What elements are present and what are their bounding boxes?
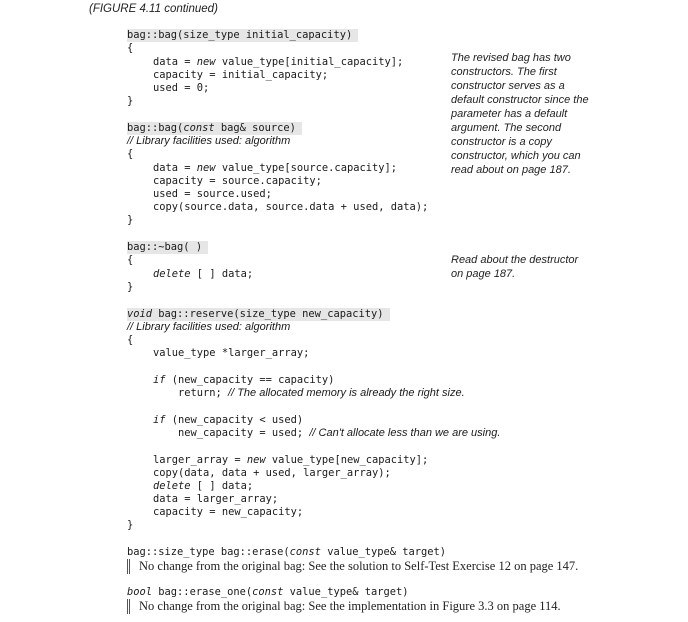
code-line xyxy=(178,387,465,400)
keyword: if xyxy=(153,374,166,386)
brace-close: } xyxy=(127,214,134,226)
figure-caption: (FIGURE 4.11 continued) xyxy=(89,3,218,15)
reserve-header xyxy=(127,308,390,321)
code-text: value_type[initial_capacity]; xyxy=(215,56,404,68)
code-text: value_type[source.capacity]; xyxy=(215,162,397,174)
keyword: new xyxy=(196,162,216,174)
code-line xyxy=(153,162,397,175)
erase-header xyxy=(127,546,446,559)
code-text: data = xyxy=(153,56,197,68)
keyword: const xyxy=(289,546,321,558)
code-text: bag::size_type bag::erase( xyxy=(127,546,290,558)
code-text: bag::bag( xyxy=(127,122,184,134)
code-line xyxy=(153,56,403,69)
code-text: [ ] data; xyxy=(190,268,254,280)
code-line: used = 0; xyxy=(153,82,210,94)
code-line: copy(source.data, source.data + used, data); xyxy=(153,201,429,213)
code-text: bag& source) xyxy=(214,122,296,134)
inline-comment: // The allocated memory is already the right size. xyxy=(228,387,465,399)
brace-open: { xyxy=(127,148,134,160)
code-text: bag::erase_one( xyxy=(152,586,253,598)
code-line: used = source.used; xyxy=(153,188,272,200)
brace-close: } xyxy=(127,519,134,531)
keyword: const xyxy=(183,122,215,134)
code-text: data = xyxy=(153,162,197,174)
code-text: bag::reserve(size_type new_capacity) xyxy=(152,308,384,320)
keyword: void xyxy=(127,308,153,320)
code-text: larger_array = xyxy=(153,454,247,466)
code-line xyxy=(153,480,253,493)
keyword: delete xyxy=(153,268,191,280)
code-text: new_capacity = used; xyxy=(178,427,310,439)
code-line xyxy=(153,454,428,467)
erase-one-header xyxy=(127,586,409,599)
code-line: capacity = source.capacity; xyxy=(153,175,322,187)
erase-note: No change from the original bag: See the solution to Self-Test Exercise 12 on page 147. xyxy=(127,559,578,574)
code-text: (new_capacity == capacity) xyxy=(165,374,335,386)
ctor1-header: bag::bag(size_type initial_capacity) xyxy=(127,29,358,42)
code-line xyxy=(153,374,334,387)
code-line xyxy=(153,268,253,281)
keyword: const xyxy=(252,586,284,598)
ctor2-header xyxy=(127,122,302,135)
code-line: copy(data, data + used, larger_array); xyxy=(153,467,391,479)
code-comment: // Library facilities used: algorithm xyxy=(127,321,291,333)
keyword: if xyxy=(153,414,166,426)
keyword: bool xyxy=(127,586,153,598)
brace-open: { xyxy=(127,42,134,54)
code-text: return; xyxy=(178,387,229,399)
code-line: capacity = new_capacity; xyxy=(153,506,304,518)
keyword: delete xyxy=(153,480,191,492)
brace-close: } xyxy=(127,281,134,293)
brace-open: { xyxy=(127,334,134,346)
code-text: (new_capacity < used) xyxy=(165,414,304,426)
code-line: value_type *larger_array; xyxy=(153,347,310,359)
code-text: value_type[new_capacity]; xyxy=(265,454,429,466)
code-comment: // Library facilities used: algorithm xyxy=(127,135,291,147)
brace-open: { xyxy=(127,254,134,266)
code-line: data = larger_array; xyxy=(153,493,279,505)
erase-one-note: No change from the original bag: See the implementation in Figure 3.3 on page 114. xyxy=(127,599,561,614)
keyword: new xyxy=(246,454,266,466)
code-text: [ ] data; xyxy=(190,480,254,492)
code-text: value_type& target) xyxy=(283,586,409,598)
code-line xyxy=(178,427,500,440)
dtor-header: bag::~bag( ) xyxy=(127,241,208,254)
brace-close: } xyxy=(127,95,134,107)
keyword: new xyxy=(196,56,216,68)
code-line xyxy=(153,414,303,427)
inline-comment: // Can't allocate less than we are using. xyxy=(309,427,501,439)
code-text: value_type& target) xyxy=(320,546,447,558)
code-line: capacity = initial_capacity; xyxy=(153,69,329,81)
destructor-side-note: Read about the destructor on page 187. xyxy=(451,254,579,280)
constructors-side-note: The revised bag has two constructors. The first constructor serves as a default constructor since the parameter has a default argument. The second constructor is a copy constructor, which you can read about on page 187. xyxy=(451,52,589,176)
